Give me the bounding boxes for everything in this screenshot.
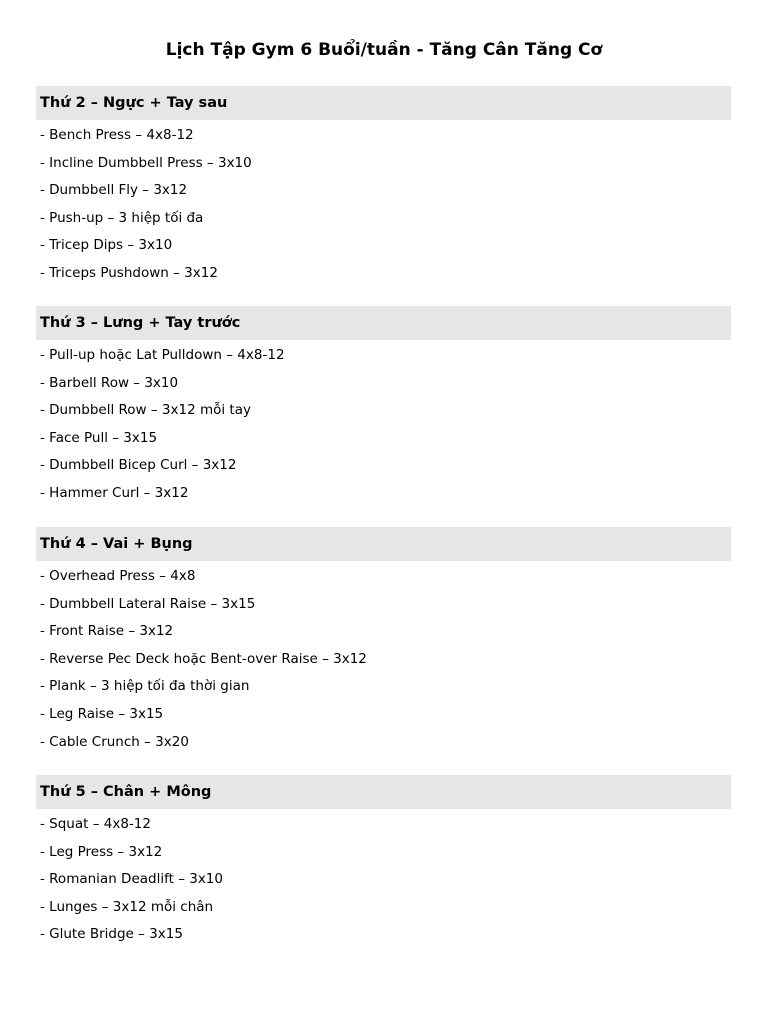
exercise-item: - Face Pull – 3x15 <box>40 429 158 446</box>
section-wednesday <box>36 527 731 756</box>
section-thursday <box>36 775 731 949</box>
exercise-item: - Dumbbell Fly – 3x12 <box>40 182 188 199</box>
exercise-item: - Cable Crunch – 3x20 <box>40 733 189 750</box>
exercise-list <box>36 561 731 756</box>
exercise-item: - Leg Raise – 3x15 <box>40 705 164 722</box>
exercise-item: - Dumbbell Row – 3x12 mỗi tay <box>40 402 251 419</box>
exercise-item: - Hammer Curl – 3x12 <box>40 484 189 501</box>
exercise-item: - Lunges – 3x12 mỗi chân <box>40 898 214 915</box>
exercise-list <box>36 340 731 508</box>
section-heading: Thứ 5 – Chân + Mông <box>36 775 731 809</box>
exercise-item: - Push-up – 3 hiệp tối đa <box>40 209 204 226</box>
exercise-item: - Bench Press – 4x8-12 <box>40 127 194 143</box>
exercise-item: - Tricep Dips – 3x10 <box>40 237 173 254</box>
exercise-list <box>36 120 731 288</box>
exercise-item: - Reverse Pec Deck hoặc Bent-over Raise – 3x12 <box>40 650 367 667</box>
exercise-item: - Glute Bridge – 3x15 <box>40 926 183 943</box>
exercise-item: - Overhead Press – 4x8 <box>40 568 196 584</box>
exercise-list <box>36 809 731 949</box>
exercise-item: - Pull-up hoặc Lat Pulldown – 4x8-12 <box>40 347 285 363</box>
section-heading: Thứ 3 – Lưng + Tay trước <box>36 306 731 340</box>
exercise-item: - Incline Dumbbell Press – 3x10 <box>40 154 252 171</box>
exercise-item: - Front Raise – 3x12 <box>40 623 174 640</box>
exercise-item: - Squat – 4x8-12 <box>40 816 151 832</box>
exercise-item: - Dumbbell Bicep Curl – 3x12 <box>40 457 237 474</box>
exercise-item: - Romanian Deadlift – 3x10 <box>40 871 223 888</box>
exercise-item: - Barbell Row – 3x10 <box>40 374 179 391</box>
exercise-item: - Triceps Pushdown – 3x12 <box>40 264 218 281</box>
section-heading: Thứ 4 – Vai + Bụng <box>36 527 731 561</box>
section-heading: Thứ 2 – Ngực + Tay sau <box>36 86 731 120</box>
exercise-item: - Leg Press – 3x12 <box>40 843 163 860</box>
section-monday <box>36 86 731 288</box>
document-title: Lịch Tập Gym 6 Buổi/tuần - Tăng Cân Tăng Cơ <box>165 40 603 60</box>
section-tuesday <box>36 306 731 508</box>
exercise-item: - Dumbbell Lateral Raise – 3x15 <box>40 595 256 612</box>
exercise-item: - Plank – 3 hiệp tối đa thời gian <box>40 678 250 695</box>
